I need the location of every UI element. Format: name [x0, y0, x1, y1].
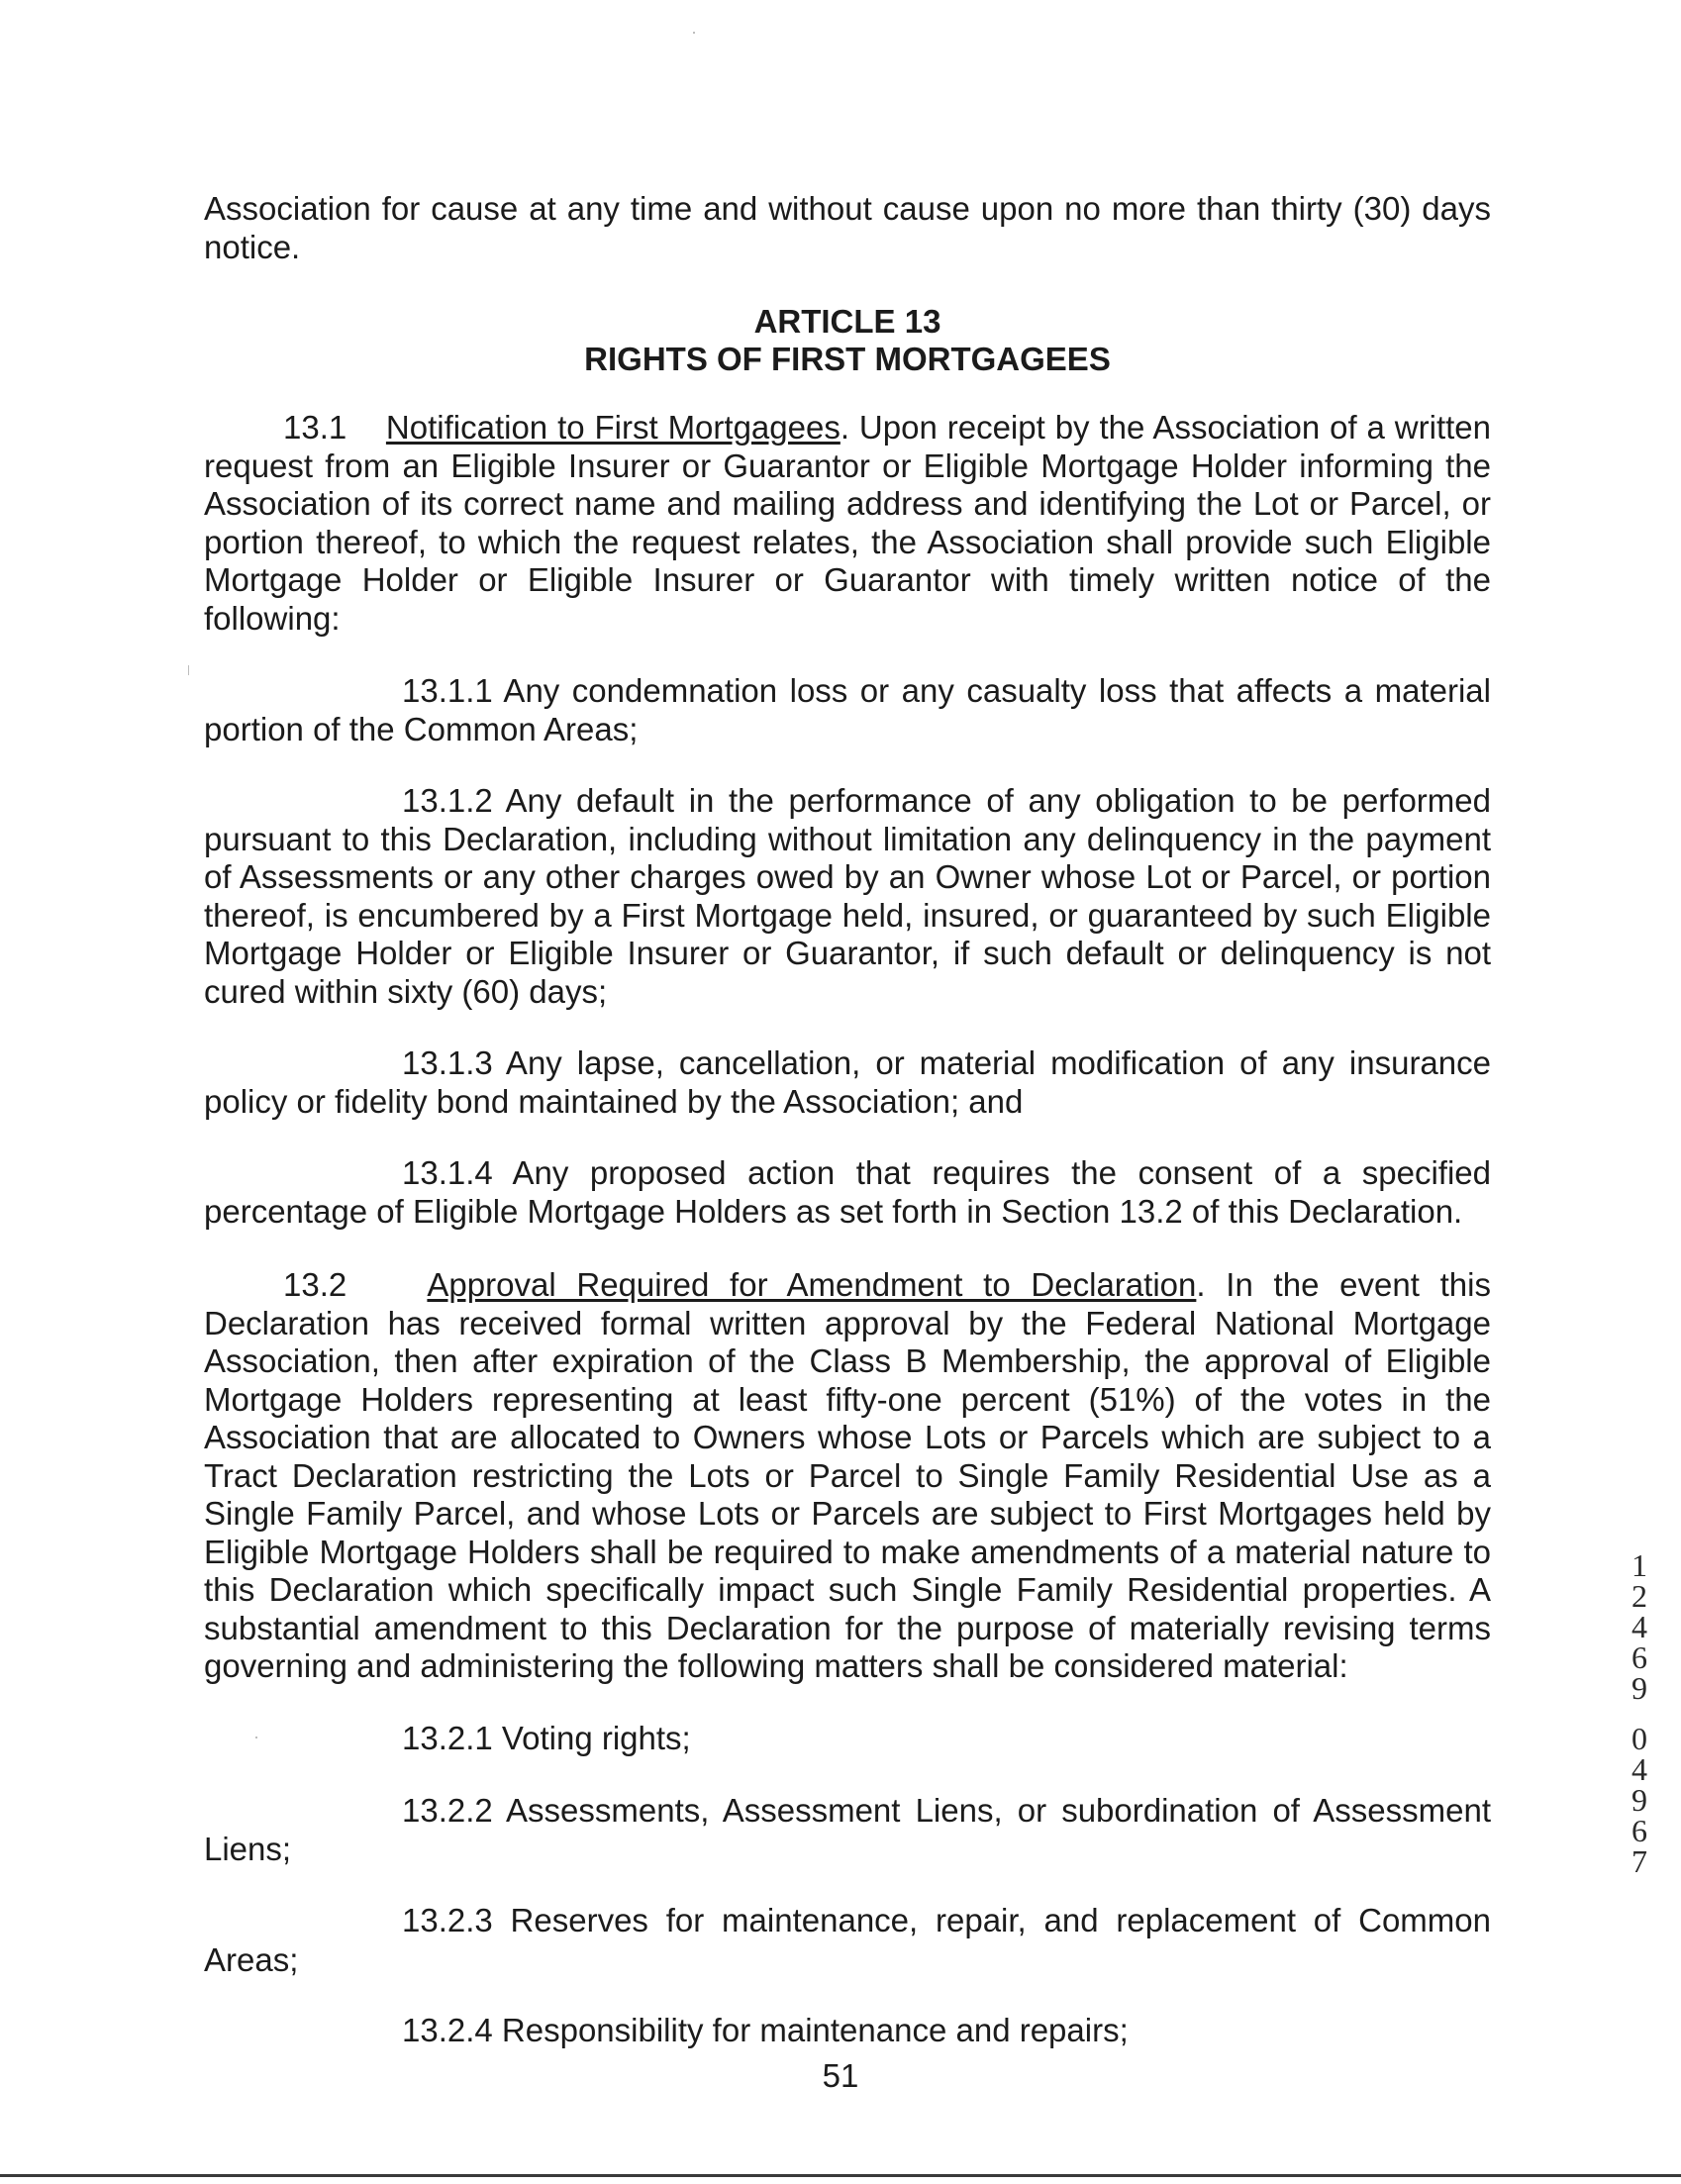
section-13-1: [204, 409, 1491, 638]
section-13-1-number: 13.1: [283, 409, 347, 446]
section-13-1-3: 13.1.3 Any lapse, cancellation, or material modification of any insurance policy or fidelity bond maintained by the Association; and: [204, 1044, 1491, 1120]
section-13-2-1: 13.2.1 Voting rights;: [402, 1720, 691, 1756]
stamp-digit: 6: [1632, 1639, 1647, 1675]
section-13-1-2: 13.1.2 Any default in the performance of any obligation to be performed pursuant to this Declaration, including without limitation any delinquency in the payment of Assessments or any other charges owed by an Owner whose Lot or Parcel, or portion thereof, is encumbered by a First Mortgage held, insured, or guaranteed by such Eligible Mortgage Holder or Eligible Insurer or Guarantor, if such default or delinquency is not cured within sixty (60) days;: [204, 782, 1491, 1010]
section-13-2-heading: Approval Required for Amendment to Declaration: [427, 1266, 1197, 1303]
section-13-2-3-wrap: Areas;: [204, 1941, 299, 1978]
page-number: 51: [822, 2057, 859, 2094]
scan-speck: [255, 1737, 257, 1738]
section-13-2-4: 13.2.4 Responsibility for maintenance and repairs;: [402, 2012, 1129, 2048]
scan-bottom-edge: [0, 2174, 1681, 2177]
continuation-paragraph: Association for cause at any time and without cause upon no more than thirty (30) days notice.: [204, 190, 1491, 265]
section-13-1-1: 13.1.1 Any condemnation loss or any casualty loss that affects a material portion of the Common Areas;: [204, 672, 1491, 747]
article-title: RIGHTS OF FIRST MORTGAGEES: [584, 341, 1111, 377]
article-number: ARTICLE 13: [753, 303, 941, 340]
section-13-2-3: 13.2.3 Reserves for maintenance, repair, and replacement of Common: [402, 1902, 1491, 1938]
stamp-digit: 9: [1632, 1782, 1647, 1818]
stamp-digit: 7: [1632, 1843, 1647, 1879]
section-13-2-text: . In the event this Declaration has received formal written approval by the Federal National Mortgage Association, then after expiration of the Class B Membership, the approval of Eligible Mortgage Holders representing at least fifty-one percent (51%) of the votes in the Association that are allocated to Owners whose Lots or Parcels which are subject to a Tract Declaration restricting the Lots or Parcel to Single Family Residential Use as a Single Family Parcel, and whose Lots or Parcels are subject to First Mortgages held by Eligible Mortgage Holders shall be required to make amendments of a material nature to this Declaration which specifically impact such Single Family Residential properties. A substantial amendment to this Declaration for the purpose of materially revising terms governing and administering the following matters shall be considered material:: [204, 1266, 1491, 1684]
stamp-digit: 4: [1632, 1751, 1647, 1787]
section-13-2-2-wrap: Liens;: [204, 1831, 292, 1867]
scan-speck: [188, 665, 189, 675]
recording-stamp: [1620, 1547, 1659, 1879]
stamp-digit: 9: [1632, 1670, 1647, 1706]
scan-speck: [693, 32, 695, 34]
section-13-1-4: 13.1.4 Any proposed action that requires the consent of a specified percentage of Eligible Mortgage Holders as set forth in Section 13.2 of this Declaration.: [204, 1154, 1491, 1230]
section-13-2: [204, 1266, 1491, 1686]
section-13-1-text: . Upon receipt by the Association of a written request from an Eligible Insurer or Guarantor or Eligible Mortgage Holder informing the Association of its correct name and mailing address and identifying the Lot or Parcel, or portion thereof, to which the request relates, the Association shall provide such Eligible Mortgage Holder or Eligible Insurer or Guarantor with timely written notice of the following:: [204, 409, 1492, 637]
stamp-digit: 0: [1632, 1721, 1647, 1756]
section-13-2-2: 13.2.2 Assessments, Assessment Liens, or subordination of Assessment: [402, 1792, 1491, 1829]
stamp-digit: 4: [1632, 1609, 1647, 1644]
section-13-2-number: 13.2: [283, 1266, 347, 1303]
stamp-digit: 1: [1632, 1547, 1647, 1583]
stamp-digit: 6: [1632, 1813, 1647, 1848]
stamp-digit: 2: [1632, 1578, 1647, 1614]
section-13-1-heading: Notification to First Mortgagees: [385, 409, 840, 446]
